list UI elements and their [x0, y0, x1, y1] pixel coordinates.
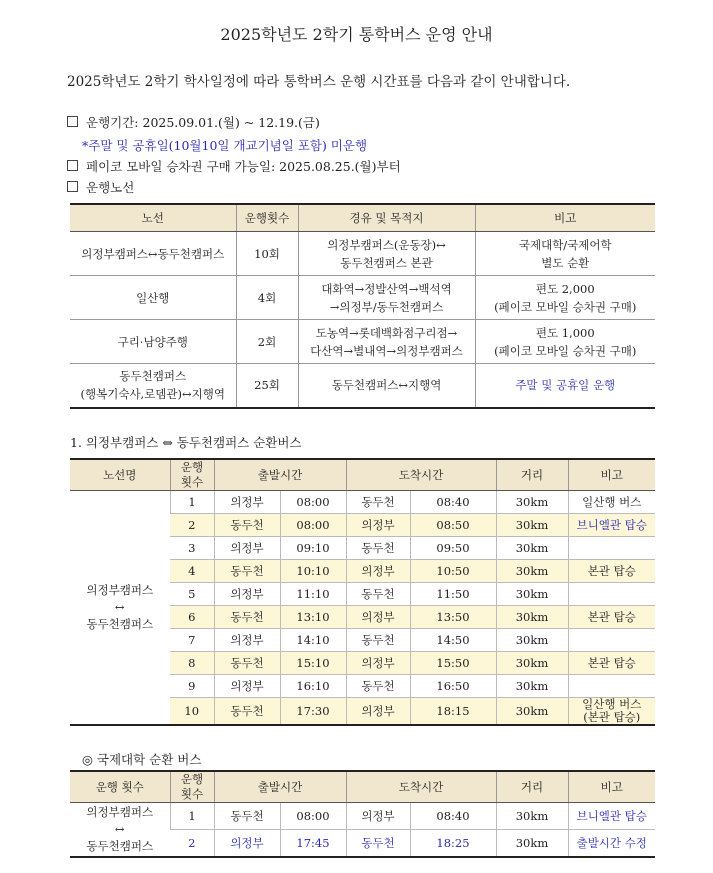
cell-line: 동두천캠퍼스 [86, 617, 154, 631]
route-count-cell: 4회 [236, 276, 298, 320]
shuttle-cell-to: 동두천 [346, 537, 410, 560]
routes-table [70, 203, 655, 409]
shuttle-cell-dep: 15:10 [280, 652, 346, 675]
ticket-text: 페이코 모바일 승차권 구매 가능일: 2025.08.25.(월)부터 [86, 159, 401, 174]
shuttle-cell-note [568, 583, 655, 606]
route-note-cell [475, 276, 655, 320]
cell-line: 일산행 버스 [582, 697, 642, 711]
routes-header-note: 비고 [475, 204, 655, 232]
intl-cell-dep: 17:45 [280, 830, 346, 858]
shuttle-cell-dist: 30km [496, 537, 568, 560]
table-row [70, 491, 655, 514]
shuttle-cell-from: 의정부 [214, 675, 280, 698]
shuttle-cell-dist: 30km [496, 514, 568, 537]
intl-cell-n: 2 [170, 830, 214, 858]
shuttle-cell-to: 의정부 [346, 652, 410, 675]
shuttle-cell-note [568, 537, 655, 560]
intl-header-note: 비고 [568, 771, 655, 803]
cell-line: (페이코 모바일 승차권 구매) [494, 299, 637, 314]
intl-cell-n: 1 [170, 803, 214, 830]
shuttle-cell-dep: 08:00 [280, 514, 346, 537]
shuttle-header-depart: 출발시간 [214, 459, 346, 491]
shuttle-cell-n: 1 [170, 491, 214, 514]
shuttle-cell-arr: 16:50 [410, 675, 496, 698]
shuttle-cell-dep: 16:10 [280, 675, 346, 698]
checkbox-square-icon [67, 160, 78, 171]
route-via-cell [298, 364, 475, 408]
holiday-note: *주말 및 공휴일(10월10일 개교기념일 포함) 미운행 [82, 138, 368, 153]
table-row [70, 803, 655, 830]
shuttle-cell-note [568, 629, 655, 652]
shuttle-cell-n: 3 [170, 537, 214, 560]
cell-line: 구리·남양주행 [117, 334, 188, 349]
cell-line: 주말 및 공휴일 운행 [515, 378, 616, 393]
cell-line: 편도 1,000 [535, 325, 595, 340]
shuttle-cell-dist: 30km [496, 560, 568, 583]
checkbox-square-icon [67, 181, 78, 192]
shuttle-cell-dep: 08:00 [280, 491, 346, 514]
shuttle-cell-from: 의정부 [214, 491, 280, 514]
intro-text: 2025학년도 2학기 학사일정에 따라 통학버스 운행 시간표를 다음과 같이 안내합니다. [67, 74, 571, 90]
intl-header-arrive: 도착시간 [346, 771, 496, 803]
shuttle-cell-from: 의정부 [214, 537, 280, 560]
cell-line: 본관 탑승 [587, 563, 636, 578]
routes-header-count: 운행횟수 [236, 204, 298, 232]
routes-header-via: 경유 및 목적지 [298, 204, 475, 232]
shuttle-header-route: 노선명 [70, 459, 170, 491]
intl-table [70, 770, 655, 858]
shuttle-header-count [170, 459, 214, 491]
shuttle-cell-arr: 11:50 [410, 583, 496, 606]
shuttle-cell-to: 의정부 [346, 606, 410, 629]
shuttle-cell-n: 2 [170, 514, 214, 537]
cell-line: 별도 순환 [541, 255, 590, 270]
cell-line: 동두천캠퍼스↔지행역 [331, 378, 442, 393]
shuttle-cell-dist: 30km [496, 652, 568, 675]
shuttle-cell-n: 8 [170, 652, 214, 675]
shuttle-cell-to: 의정부 [346, 698, 410, 726]
intl-cell-arr: 08:40 [410, 803, 496, 830]
shuttle-cell-n: 9 [170, 675, 214, 698]
cell-line: 의정부캠퍼스 [86, 583, 154, 597]
shuttle-table [70, 458, 655, 726]
shuttle-cell-from: 의정부 [214, 583, 280, 606]
shuttle-cell-from: 동두천 [214, 560, 280, 583]
shuttle-cell-to: 동두천 [346, 491, 410, 514]
shuttle-cell-dist: 30km [496, 491, 568, 514]
route-note-cell [475, 364, 655, 408]
page-title: 2025학년도 2학기 통학버스 운영 안내 [220, 25, 493, 44]
route-name-cell [70, 232, 236, 276]
shuttle-cell-arr: 14:50 [410, 629, 496, 652]
shuttle-cell-note [568, 675, 655, 698]
intl-cell-to: 동두천 [346, 830, 410, 858]
routes-row [70, 320, 655, 364]
intl-header-count [170, 771, 214, 803]
cell-line: 동두천캠퍼스 [119, 369, 187, 384]
shuttle-cell-to: 동두천 [346, 583, 410, 606]
shuttle-header-arrive: 도착시간 [346, 459, 496, 491]
shuttle-cell-dist: 30km [496, 606, 568, 629]
shuttle-cell-from: 동두천 [214, 606, 280, 629]
route-count-cell: 10회 [236, 232, 298, 276]
cell-line: (본관 탑승) [583, 710, 641, 724]
route-note-cell [475, 232, 655, 276]
shuttle-cell-to: 동두천 [346, 675, 410, 698]
shuttle-cell-n: 4 [170, 560, 214, 583]
cell-line: 일산행 버스 [582, 494, 642, 509]
shuttle-cell-arr: 08:50 [410, 514, 496, 537]
shuttle-cell-n: 10 [170, 698, 214, 726]
shuttle-cell-dep: 09:10 [280, 537, 346, 560]
count-label-2: 횟수 [180, 475, 204, 489]
route-note-cell [475, 320, 655, 364]
intl-cell-arr: 18:25 [410, 830, 496, 858]
cell-line: 일산행 [136, 290, 170, 305]
shuttle-cell-n: 5 [170, 583, 214, 606]
shuttle-cell-note [568, 491, 655, 514]
shuttle-cell-note [568, 698, 655, 726]
period-text: 운행기간: 2025.09.01.(월) ~ 12.19.(금) [86, 115, 320, 130]
cell-line: 국제대학/국제어학 [518, 237, 612, 252]
cell-line: 다산역→별내역→의정부캠퍼스 [310, 343, 463, 358]
intl-cell-dist: 30km [496, 830, 568, 858]
shuttle-route-name [70, 491, 170, 726]
shuttle-cell-arr: 13:50 [410, 606, 496, 629]
shuttle-cell-from: 동두천 [214, 698, 280, 726]
shuttle-cell-note [568, 514, 655, 537]
intl-header-depart: 출발시간 [214, 771, 346, 803]
routes-row [70, 276, 655, 320]
intl-cell-note: 브니엘관 탑승 [568, 803, 655, 830]
cell-line: 동두천캠퍼스 본관 [340, 255, 433, 270]
shuttle-cell-dist: 30km [496, 583, 568, 606]
route-via-cell [298, 232, 475, 276]
intl-route-name [70, 803, 170, 858]
shuttle-cell-n: 7 [170, 629, 214, 652]
cell-line: (페이코 모바일 승차권 구매) [494, 343, 637, 358]
cell-line: 의정부캠퍼스↔동두천캠퍼스 [81, 246, 225, 261]
shuttle-cell-dep: 10:10 [280, 560, 346, 583]
intl-cell-from: 동두천 [214, 803, 280, 830]
shuttle-cell-arr: 10:50 [410, 560, 496, 583]
shuttle-cell-dist: 30km [496, 629, 568, 652]
count-label-1: 운행 [180, 772, 204, 786]
period-line [67, 113, 320, 131]
shuttle-cell-dist: 30km [496, 698, 568, 726]
cell-line: 도농역→롯데백화점구리점→ [315, 325, 458, 340]
cell-line: (행복기숙사,로뎀관)↔지행역 [80, 387, 225, 402]
intl-cell-dep: 08:00 [280, 803, 346, 830]
intl-cell-from: 의정부 [214, 830, 280, 858]
shuttle-cell-arr: 18:15 [410, 698, 496, 726]
section-1-title: 1. 의정부캠퍼스 ⇔ 동두천캠퍼스 순환버스 [70, 435, 302, 450]
route-via-cell [298, 320, 475, 364]
cell-line: 편도 2,000 [535, 281, 595, 296]
cell-line: 본관 탑승 [587, 609, 636, 624]
routes-header-route: 노선 [70, 204, 236, 232]
cell-line: 의정부캠퍼스 [86, 805, 154, 819]
shuttle-cell-from: 동두천 [214, 514, 280, 537]
route-name-cell [70, 276, 236, 320]
route-count-cell: 25회 [236, 364, 298, 408]
shuttle-cell-dep: 13:10 [280, 606, 346, 629]
intl-cell-dist: 30km [496, 803, 568, 830]
count-label-2: 횟수 [180, 787, 204, 801]
cell-line: 의정부캠퍼스(운동장)↔ [327, 237, 446, 252]
shuttle-cell-dist: 30km [496, 675, 568, 698]
ticket-line [67, 157, 401, 175]
intl-header-route: 운행 횟수 [70, 771, 170, 803]
shuttle-cell-note [568, 652, 655, 675]
route-via-cell [298, 276, 475, 320]
route-name-cell [70, 364, 236, 408]
shuttle-cell-note [568, 560, 655, 583]
checkbox-square-icon [67, 116, 78, 127]
cell-line: →의정부/동두천캠퍼스 [329, 299, 444, 314]
cell-line: 대화역→정발산역→백석역 [321, 281, 452, 296]
shuttle-cell-to: 의정부 [346, 560, 410, 583]
shuttle-header-distance: 거리 [496, 459, 568, 491]
shuttle-cell-from: 동두천 [214, 652, 280, 675]
section-2-title: ◎ 국제대학 순환 버스 [82, 752, 202, 767]
shuttle-header-note: 비고 [568, 459, 655, 491]
routes-row [70, 364, 655, 408]
cell-line: 본관 탑승 [587, 655, 636, 670]
shuttle-cell-arr: 15:50 [410, 652, 496, 675]
shuttle-cell-note [568, 606, 655, 629]
cell-line: 동두천캠퍼스 [86, 839, 154, 853]
intl-header-distance: 거리 [496, 771, 568, 803]
routes-heading: 운행노선 [86, 180, 135, 195]
shuttle-cell-dep: 11:10 [280, 583, 346, 606]
cell-line: ↔ [114, 600, 125, 614]
intl-cell-note: 출발시간 수정 [568, 830, 655, 858]
shuttle-cell-from: 의정부 [214, 629, 280, 652]
route-name-cell [70, 320, 236, 364]
intl-cell-to: 의정부 [346, 803, 410, 830]
shuttle-cell-arr: 09:50 [410, 537, 496, 560]
shuttle-cell-to: 동두천 [346, 629, 410, 652]
shuttle-cell-arr: 08:40 [410, 491, 496, 514]
routes-heading-line [67, 178, 134, 196]
route-count-cell: 2회 [236, 320, 298, 364]
shuttle-cell-dep: 14:10 [280, 629, 346, 652]
cell-line: 브니엘관 탑승 [576, 517, 647, 532]
shuttle-cell-dep: 17:30 [280, 698, 346, 726]
shuttle-cell-n: 6 [170, 606, 214, 629]
shuttle-cell-to: 의정부 [346, 514, 410, 537]
routes-row [70, 232, 655, 276]
cell-line: ↔ [114, 822, 125, 836]
count-label-1: 운행 [180, 460, 204, 474]
